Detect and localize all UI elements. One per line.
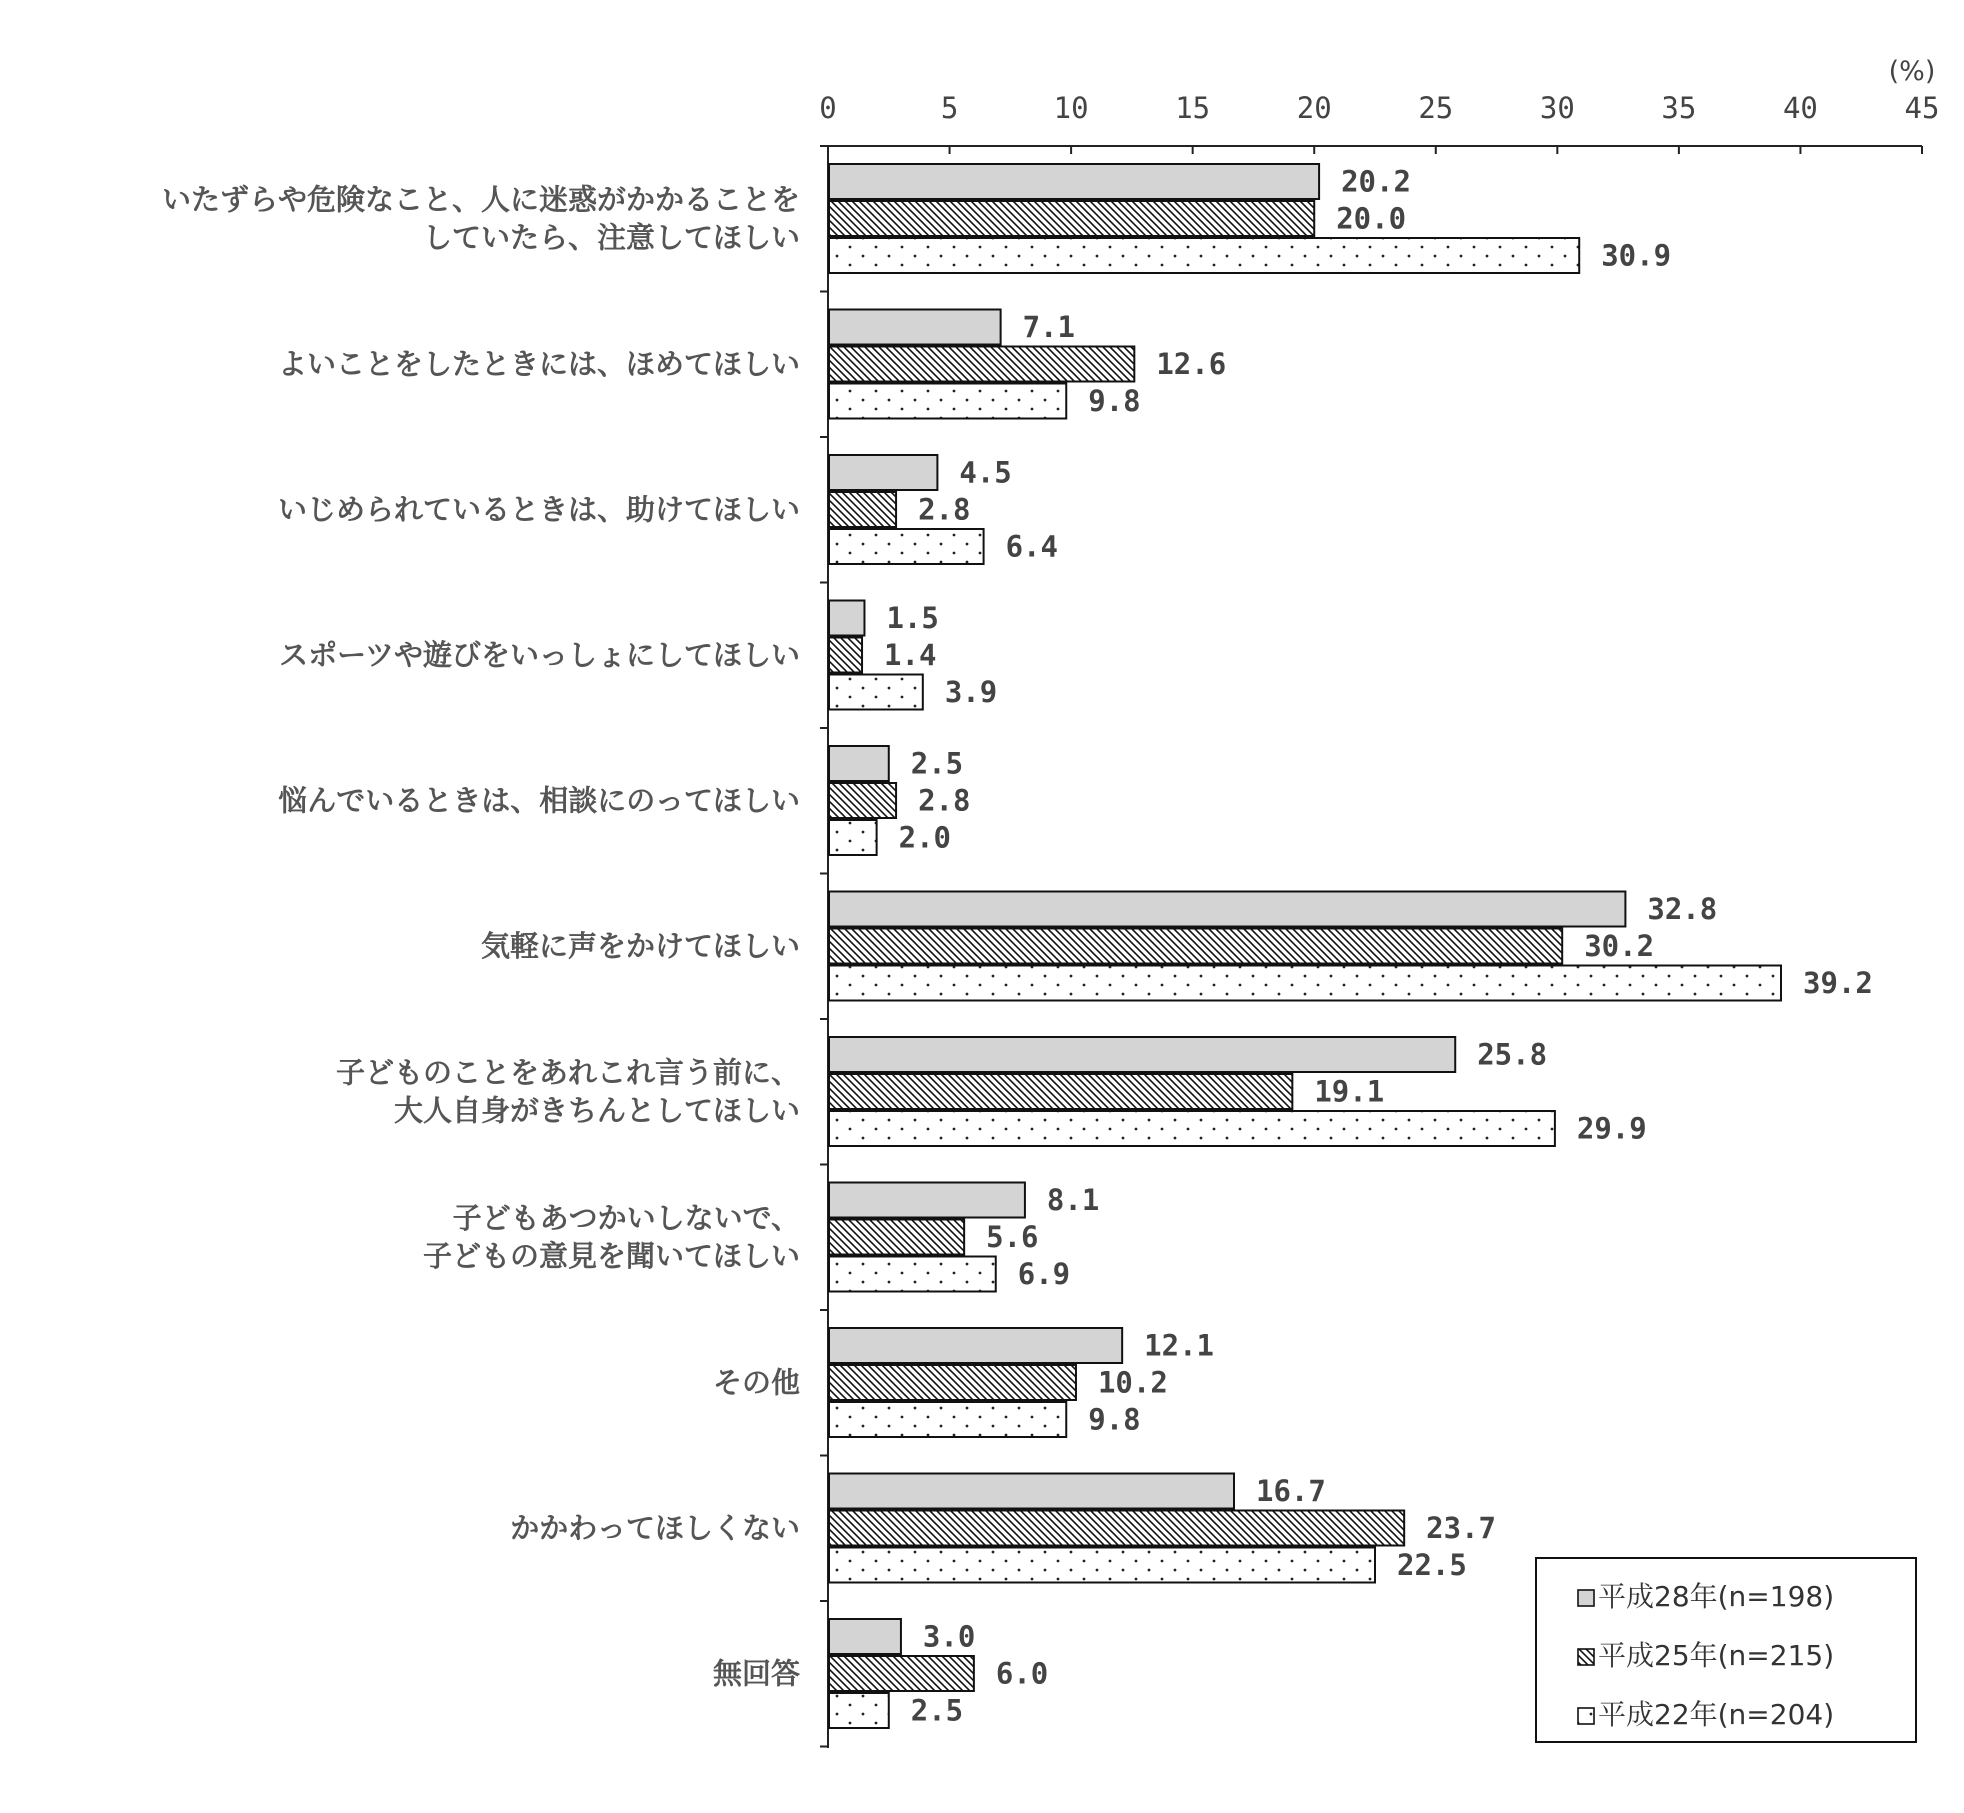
data-label: 6.0 [995,1656,1049,1691]
unit-label: (%) [1888,56,1936,87]
bar [829,638,862,673]
bar [829,675,923,710]
legend-swatch [1578,1649,1594,1665]
data-label: 3.0 [922,1619,976,1654]
data-label: 12.1 [1144,1328,1215,1363]
category-label: 悩んでいるときは、相談にのってほしい [278,783,800,818]
data-label: 32.8 [1647,892,1718,926]
bar [829,746,889,781]
category-label: 子どものことをあれこれ言う前に、 [335,1055,800,1090]
x-tick-label: 15 [1175,91,1211,125]
bar [829,1511,1404,1546]
data-label: 23.7 [1426,1511,1497,1545]
category-label: 無回答 [712,1656,800,1691]
data-label: 1.4 [884,638,937,672]
legend-entry: 平成28年(n=198) [1598,1580,1835,1613]
data-label: 20.0 [1336,201,1407,236]
data-label: 29.9 [1576,1111,1647,1146]
bar [829,1474,1234,1509]
bar [829,1365,1076,1400]
data-label: 4.5 [959,455,1012,490]
bar [829,1656,974,1691]
bar [829,529,984,564]
bar [829,310,1001,345]
data-label: 1.5 [886,601,939,635]
bar [829,492,896,527]
data-label: 2.5 [910,1693,964,1728]
data-label: 19.1 [1314,1074,1385,1109]
data-label: 9.8 [1088,384,1141,418]
x-tick-label: 20 [1296,91,1332,125]
x-tick-label: 0 [819,91,837,125]
bar [829,238,1579,273]
bar [829,1257,996,1292]
bar [829,783,896,818]
category-label: 大人自身がきちんとしてほしい [393,1093,800,1128]
bar [829,201,1314,236]
category-label: 気軽に声をかけてほしい [480,929,800,963]
bar [829,892,1625,927]
data-label: 16.7 [1255,1474,1326,1508]
data-label: 2.8 [918,492,971,527]
bar [829,1693,889,1728]
data-label: 7.1 [1022,310,1075,344]
data-label: 2.5 [910,746,964,781]
bar [829,1074,1292,1109]
data-label: 2.0 [898,820,952,855]
bar [829,1402,1066,1437]
data-label: 30.9 [1601,238,1672,273]
bar [829,820,877,855]
bar [829,164,1319,199]
legend-swatch [1578,1708,1594,1724]
x-tick-label: 45 [1904,91,1940,125]
x-tick-label: 25 [1418,91,1454,125]
bar [829,455,937,490]
data-label: 5.6 [986,1220,1039,1254]
category-label: よいことをしたときには、ほめてほしい [277,347,800,381]
bar [829,1548,1375,1583]
data-label: 6.9 [1017,1257,1071,1291]
category-label: いたずらや危険なこと、人に迷惑がかかることを [161,182,800,217]
bar [829,384,1066,419]
x-tick-label: 30 [1539,91,1575,125]
category-label: していたら、注意してほしい [422,220,800,255]
x-tick-label: 35 [1661,91,1697,125]
data-label: 8.1 [1046,1183,1100,1217]
bar [829,601,864,636]
data-label: 30.2 [1584,929,1655,963]
data-label: 9.8 [1088,1402,1141,1437]
legend [1536,1558,1916,1742]
category-label: スポーツや遊びをいっしょにしてほしい [279,638,800,672]
x-tick-label: 5 [940,91,959,125]
legend-swatch [1578,1590,1594,1606]
bar [829,966,1781,1001]
data-label: 39.2 [1802,966,1873,1000]
bar [829,1183,1025,1218]
data-label: 10.2 [1097,1365,1168,1400]
category-label: いじめられているときは、助けてほしい [277,492,800,527]
bar [829,1619,901,1654]
bar [829,1037,1455,1072]
x-tick-label: 10 [1053,91,1089,125]
legend-entry: 平成22年(n=204) [1598,1698,1835,1731]
data-label: 25.8 [1477,1037,1548,1072]
data-label: 3.9 [944,675,998,709]
data-label: 12.6 [1156,347,1227,381]
data-label: 6.4 [1005,529,1058,564]
bar [829,1328,1122,1363]
legend-entry: 平成25年(n=215) [1598,1639,1835,1672]
category-label: その他 [712,1365,800,1400]
category-label: 子どもの意見を聞いてほしい [422,1239,800,1273]
bar [829,1111,1555,1146]
data-label: 2.8 [918,783,971,818]
data-label: 20.2 [1341,164,1411,199]
category-label: 子どもあつかいしないで、 [452,1201,800,1235]
bar [829,347,1134,382]
category-label: かかわってほしくない [510,1511,800,1545]
x-tick-label: 40 [1782,91,1818,125]
bar [829,929,1562,964]
data-label: 22.5 [1397,1548,1467,1582]
bar [829,1220,964,1255]
